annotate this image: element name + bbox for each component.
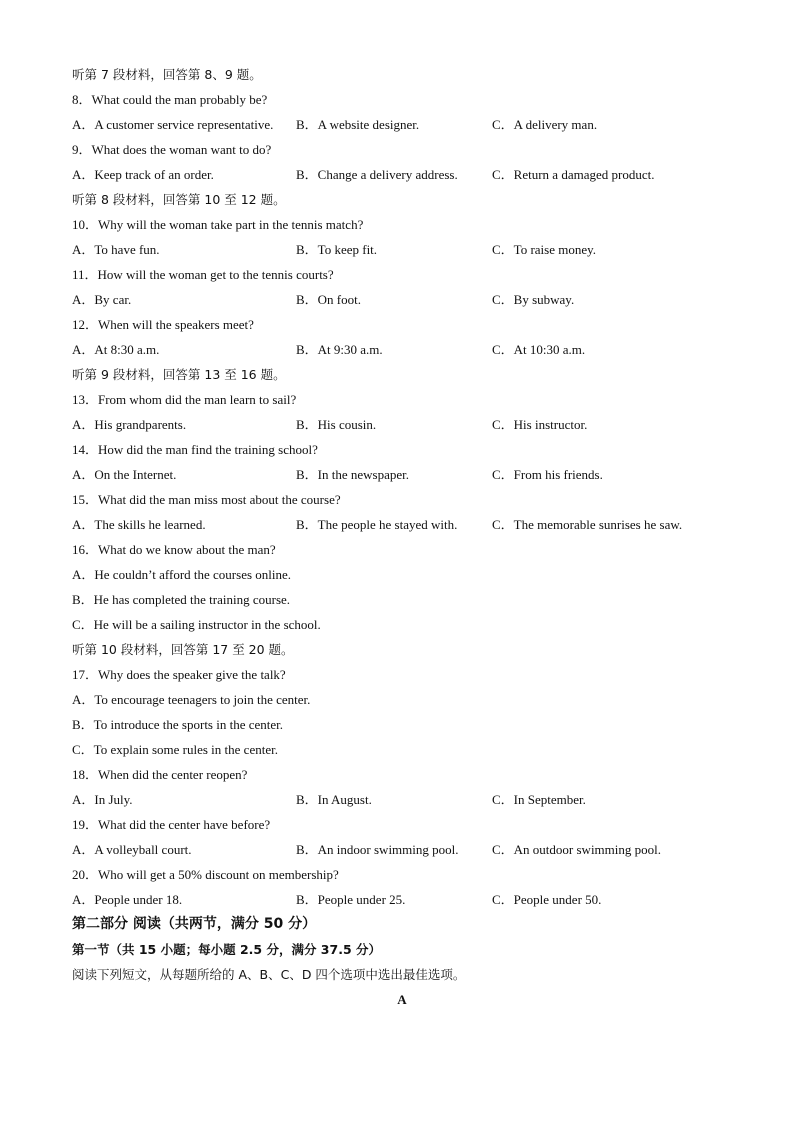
question-stem: 20．Who will get a 50% discount on membership? (72, 867, 339, 882)
option-b: B．People under 25. (296, 892, 406, 907)
options-row (72, 837, 732, 862)
option-a: A．In July. (72, 792, 133, 807)
options-row (72, 512, 732, 537)
option-b: B．To introduce the sports in the center. (72, 717, 284, 732)
option-b: B．At 9:30 a.m. (296, 342, 383, 357)
option-c: C．Return a damaged product. (492, 167, 655, 182)
option-c: C．The memorable sunrises he saw. (492, 517, 683, 532)
part-title: 第二部分 阅读（共两节，满分 50 分） (72, 916, 317, 932)
option-a: A．To encourage teenagers to join the center. (72, 692, 311, 707)
option-b: B．In August. (296, 792, 372, 807)
question-stem: 11．How will the woman get to the tennis courts? (72, 267, 334, 282)
option-b: B．In the newspaper. (296, 467, 410, 482)
question-stem: 19．What did the center have before? (72, 817, 271, 832)
options-row (72, 337, 732, 362)
option-b: B．On foot. (296, 292, 362, 307)
question-stem: 9．What does the woman want to do? (72, 142, 272, 157)
question-stem: 18．When did the center reopen? (72, 767, 248, 782)
option-c: C．His instructor. (492, 417, 588, 432)
options-row (72, 787, 732, 812)
option-a: A．The skills he learned. (72, 517, 206, 532)
option-a: A．A volleyball court. (72, 842, 192, 857)
option-a: A．To have fun. (72, 242, 160, 257)
option-c: C．By subway. (492, 292, 575, 307)
option-a: A．He couldn’t afford the courses online. (72, 567, 292, 582)
option-a: A．At 8:30 a.m. (72, 342, 160, 357)
option-a: A．A customer service representative. (72, 117, 274, 132)
passage-label: A (397, 992, 407, 1007)
option-a: A．Keep track of an order. (72, 167, 214, 182)
options-row (72, 112, 732, 137)
option-c: C．He will be a sailing instructor in the school. (72, 617, 321, 632)
option-c: C．To explain some rules in the center. (72, 742, 278, 757)
question-stem: 13．From whom did the man learn to sail? (72, 392, 297, 407)
options-row (72, 287, 732, 312)
option-c: C．In September. (492, 792, 586, 807)
question-stem: 15．What did the man miss most about the course? (72, 492, 341, 507)
option-c: C．To raise money. (492, 242, 597, 257)
exam-page (72, 62, 732, 1012)
option-c: C．A delivery man. (492, 117, 598, 132)
option-b: B．The people he stayed with. (296, 517, 458, 532)
question-stem: 16．What do we know about the man? (72, 542, 276, 557)
question-stem: 12．When will the speakers meet? (72, 317, 254, 332)
option-b: B．A website designer. (296, 117, 420, 132)
option-a: A．People under 18. (72, 892, 183, 907)
option-a: A．By car. (72, 292, 132, 307)
option-b: B．To keep fit. (296, 242, 378, 257)
question-stem: 10．Why will the woman take part in the tennis match? (72, 217, 364, 232)
option-b: B．Change a delivery address. (296, 167, 458, 182)
section-instruction: 听第 7 段材料，回答第 8、9 题。 (72, 67, 262, 82)
options-row (72, 412, 732, 437)
question-stem: 17．Why does the speaker give the talk? (72, 667, 286, 682)
section-instruction: 听第 9 段材料，回答第 13 至 16 题。 (72, 367, 286, 382)
option-b: B．He has completed the training course. (72, 592, 291, 607)
option-c: C．An outdoor swimming pool. (492, 842, 662, 857)
reading-instruction: 阅读下列短文，从每题所给的 A、B、C、D 四个选项中选出最佳选项。 (72, 967, 466, 982)
option-b: B．An indoor swimming pool. (296, 842, 459, 857)
section-instruction: 听第 10 段材料，回答第 17 至 20 题。 (72, 642, 294, 657)
option-a: A．His grandparents. (72, 417, 187, 432)
options-row (72, 162, 732, 187)
option-a: A．On the Internet. (72, 467, 177, 482)
option-b: B．His cousin. (296, 417, 377, 432)
section-title: 第一节（共 15 小题；每小题 2.5 分，满分 37.5 分） (72, 942, 381, 957)
question-stem: 8．What could the man probably be? (72, 92, 268, 107)
option-c: C．At 10:30 a.m. (492, 342, 586, 357)
question-stem: 14．How did the man find the training school? (72, 442, 318, 457)
options-row (72, 887, 732, 912)
options-row (72, 237, 732, 262)
options-row (72, 462, 732, 487)
section-instruction: 听第 8 段材料，回答第 10 至 12 题。 (72, 192, 286, 207)
option-c: C．People under 50. (492, 892, 602, 907)
option-c: C．From his friends. (492, 467, 603, 482)
